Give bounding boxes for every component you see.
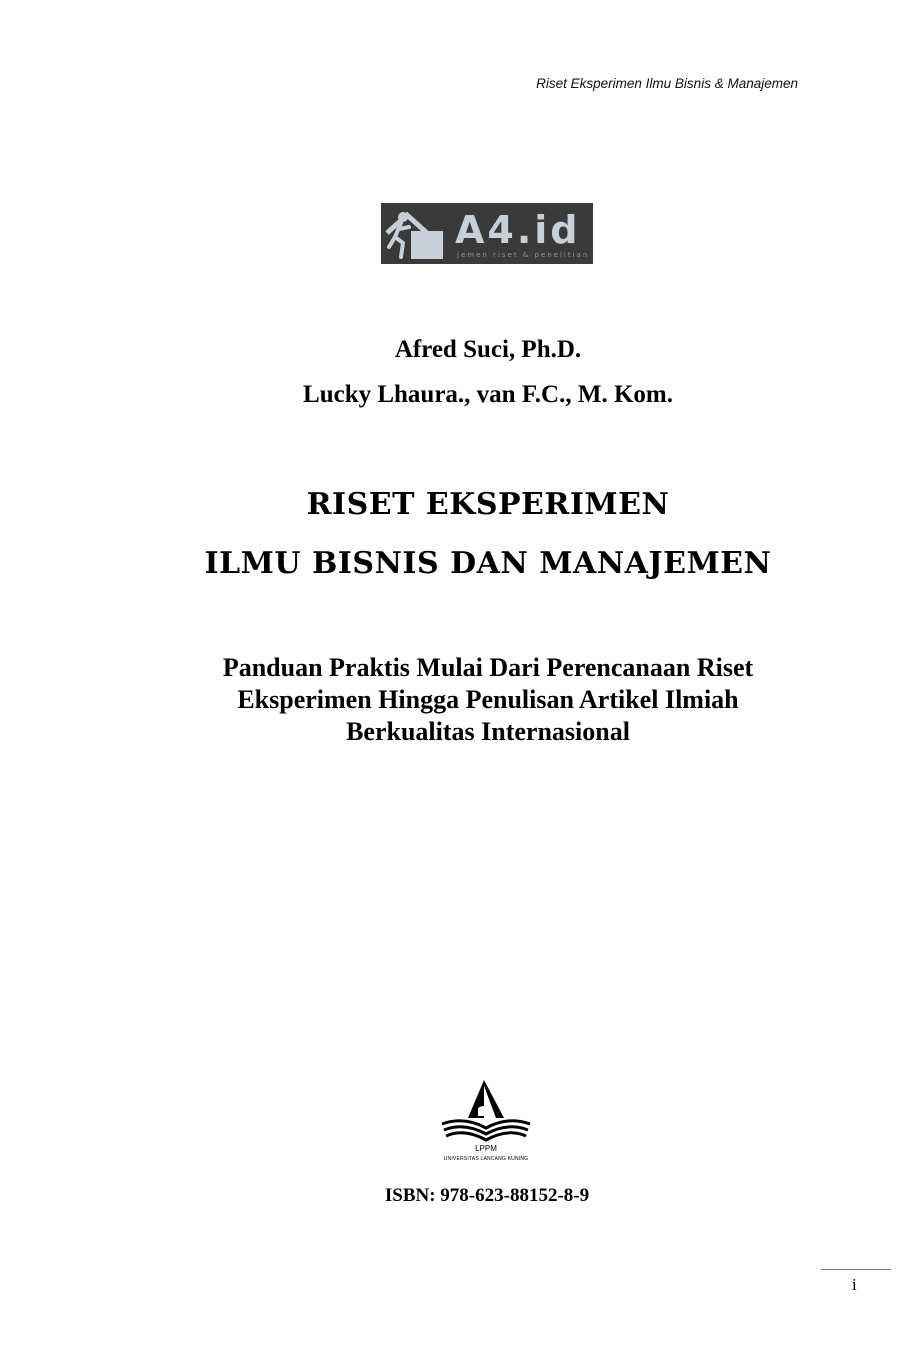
publisher-logo bbox=[381, 203, 593, 264]
publisher-tagline: jemen riset & penelitian bbox=[457, 251, 590, 259]
author-2: Lucky Lhaura., van F.C., M. Kom. bbox=[303, 381, 673, 408]
isbn: ISBN: 978-623-88152-8-9 bbox=[384, 1185, 590, 1206]
climbing-figure-icon bbox=[385, 207, 449, 261]
subtitle-line-3: Berkualitas Internasional bbox=[346, 717, 630, 746]
subtitle-line-1: Panduan Praktis Mulai Dari Perencanaan Riset bbox=[222, 653, 754, 682]
author-1: Afred Suci, Ph.D. bbox=[394, 336, 582, 363]
university-logo bbox=[438, 1078, 534, 1168]
university-acronym: LPPM bbox=[475, 1144, 497, 1153]
footer-divider bbox=[821, 1269, 891, 1270]
subtitle-line-2: Eksperimen Hingga Penulisan Artikel Ilmiah bbox=[237, 685, 739, 714]
book-title-line-1: RISET EKSPERIMEN bbox=[306, 487, 670, 522]
running-header: Riset Eksperimen Ilmu Bisnis & Manajemen bbox=[536, 76, 798, 91]
page-number: i bbox=[852, 1275, 857, 1294]
book-title-line-2: ILMU BISNIS DAN MANAJEMEN bbox=[204, 546, 772, 581]
sailboat-book-icon bbox=[438, 1078, 534, 1144]
book-subtitle bbox=[188, 652, 788, 748]
university-name: UNIVERSITAS LANCANG KUNING bbox=[443, 1156, 529, 1162]
publisher-wordmark: A4.id bbox=[455, 208, 581, 252]
